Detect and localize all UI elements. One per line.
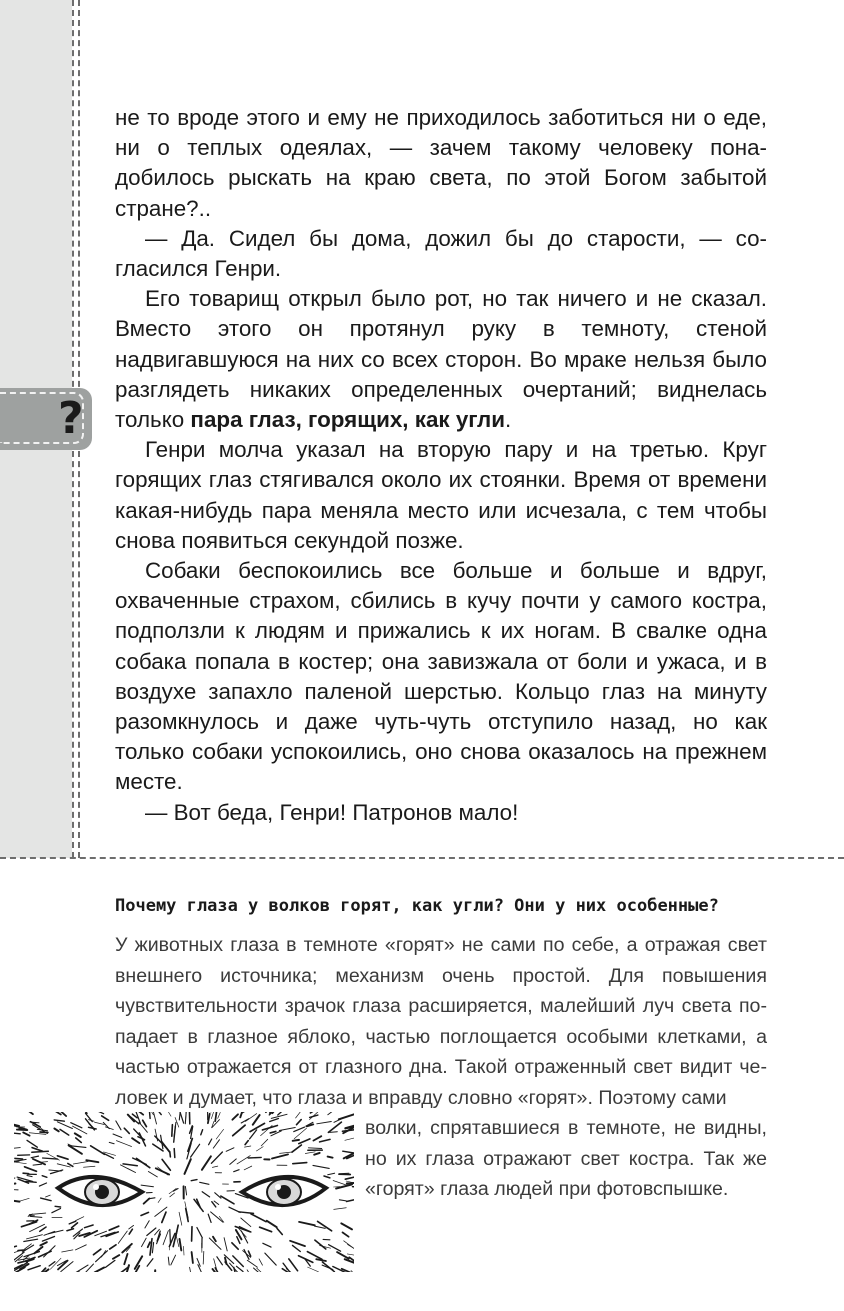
fur-stroke (14, 1184, 15, 1185)
fur-stroke (192, 1252, 193, 1263)
fur-stroke (148, 1172, 157, 1177)
fur-stroke (90, 1112, 103, 1114)
fur-stroke (109, 1142, 114, 1143)
fur-stroke (23, 1173, 29, 1174)
fur-stroke (73, 1162, 88, 1165)
fur-stroke (211, 1112, 214, 1119)
story-paragraph-1: не то вроде этого и ему не приходилось заботиться ни о еде, ни о теплых одеялах, — зачем такому человеку понадобилось рыскать на краю света, по этой Богом забытой стране?.. (115, 105, 767, 221)
fur-stroke (168, 1257, 169, 1265)
fur-stroke (23, 1132, 29, 1135)
fur-stroke (197, 1228, 202, 1238)
fur-stroke (339, 1200, 346, 1201)
fur-stroke (54, 1129, 58, 1132)
fur-stroke (40, 1227, 46, 1231)
fur-stroke (162, 1159, 170, 1170)
fur-stroke (147, 1259, 153, 1267)
fur-stroke (41, 1198, 52, 1201)
fur-stroke (237, 1156, 250, 1164)
fur-stroke (82, 1112, 87, 1113)
info-box-text: У животных глаза в темноте «горят» не сами по себе, а отражая свет внешнего источника; механизм очень простой. Для повышения чувствительности зрачок глаза расширяется, малейший луч света попадает в глазное яблоко, частью поглощается особыми клетками, а частью отражается от глазного дна. Такой отраженный свет видит человек и думает, что глаза и вправду словно «горят». Поэтому сами (115, 934, 767, 1109)
fur-stroke (169, 1188, 176, 1193)
fur-stroke (109, 1226, 119, 1230)
fur-stroke (76, 1245, 87, 1250)
fur-stroke (134, 1129, 144, 1140)
fur-stroke (270, 1119, 279, 1122)
fur-stroke (15, 1158, 23, 1159)
fur-stroke (14, 1132, 20, 1134)
fur-stroke (33, 1164, 41, 1165)
fur-stroke (69, 1221, 76, 1224)
fur-stroke (353, 1187, 355, 1188)
fur-stroke (155, 1129, 158, 1141)
fur-stroke (185, 1187, 186, 1196)
fur-stroke (26, 1181, 36, 1182)
fur-stroke (251, 1214, 266, 1222)
story-paragraph-3-end: . (505, 407, 512, 433)
fur-stroke (308, 1148, 321, 1149)
fur-stroke (230, 1159, 237, 1165)
fur-stroke (174, 1149, 175, 1158)
fur-stroke (200, 1182, 209, 1184)
fur-stroke (226, 1148, 234, 1152)
fur-stroke (293, 1163, 307, 1164)
fur-stroke (324, 1176, 330, 1178)
fur-stroke (60, 1129, 69, 1135)
fur-stroke (31, 1156, 38, 1158)
fur-stroke (345, 1176, 354, 1180)
fur-stroke (261, 1139, 268, 1146)
fur-stroke (85, 1264, 94, 1272)
fur-stroke (113, 1134, 122, 1138)
fur-stroke (271, 1114, 287, 1118)
fur-stroke (339, 1114, 354, 1119)
fur-stroke (310, 1112, 322, 1113)
fur-stroke (57, 1156, 68, 1159)
fur-stroke (85, 1225, 94, 1228)
fur-stroke (42, 1237, 54, 1242)
fur-stroke (299, 1222, 315, 1225)
fur-stroke (153, 1112, 157, 1124)
fur-stroke (209, 1139, 212, 1145)
fur-stroke (171, 1255, 176, 1265)
fur-stroke (315, 1240, 326, 1249)
fur-stroke (170, 1152, 171, 1157)
fur-stroke (348, 1244, 355, 1248)
fur-stroke (94, 1249, 101, 1255)
fur-stroke (314, 1153, 319, 1155)
fur-stroke (184, 1246, 185, 1255)
fur-stroke (265, 1253, 276, 1265)
fur-stroke (351, 1271, 354, 1272)
fur-stroke (180, 1239, 182, 1250)
fur-stroke (203, 1251, 204, 1264)
fur-stroke (158, 1198, 161, 1203)
fur-stroke (289, 1259, 298, 1271)
fur-stroke (190, 1267, 193, 1272)
fur-stroke (185, 1159, 191, 1174)
fur-stroke (277, 1228, 282, 1234)
fur-stroke (308, 1267, 319, 1272)
fur-stroke (54, 1120, 64, 1121)
fur-stroke (122, 1244, 132, 1253)
fur-stroke (95, 1268, 104, 1273)
fur-stroke (123, 1164, 137, 1166)
fur-stroke (213, 1140, 219, 1148)
fur-stroke (221, 1196, 234, 1204)
fur-stroke (14, 1200, 20, 1201)
fur-stroke (272, 1154, 288, 1158)
story-paragraph-5: Собаки беспокоились все больше и больше и вдруг, охваченные страхом, сбились в кучу почти у самого костра, подползли к людям и прижались к их ногам. В свалке одна собака попала в костер; она завизжала от боли и ужаса, и в воздухе запахло паленой шерстью. Кольцо глаз на минуту разомкнулось и даже чуть-чуть отступило назад, но как только собаки успокоились, оно снова оказалось на прежнем месте. (115, 558, 767, 795)
fur-stroke (215, 1193, 221, 1199)
fur-stroke (144, 1198, 150, 1203)
fur-stroke (260, 1227, 272, 1232)
fur-stroke (152, 1243, 153, 1253)
fur-stroke (72, 1223, 78, 1228)
fur-stroke (46, 1195, 51, 1197)
fur-stroke (55, 1206, 61, 1207)
highlighted-phrase: пара глаз, горящих, как угли (190, 407, 506, 433)
fur-stroke (19, 1198, 29, 1201)
fur-stroke (44, 1246, 56, 1257)
fur-stroke (256, 1147, 263, 1151)
fur-stroke (124, 1128, 129, 1133)
fur-stroke (57, 1122, 72, 1129)
fur-stroke (320, 1139, 330, 1142)
fur-stroke (102, 1116, 109, 1120)
fur-stroke (14, 1246, 16, 1251)
fur-stroke (216, 1129, 223, 1139)
fur-stroke (145, 1221, 149, 1228)
story-paragraph-4: Генри молча указал на вторую пару и на третью. Круг горящих глаз стягивался около их стоянки. Время от времени какая-нибудь пара меняла место или исчезала, с тем чтобы снова появиться секундой позже. (115, 437, 767, 553)
fur-stroke (113, 1255, 119, 1259)
fur-stroke (62, 1250, 73, 1252)
info-box-heading: Почему глаза у волков горят, как угли? Они у них особенные? (115, 896, 719, 916)
fur-stroke (67, 1229, 74, 1231)
fur-stroke (142, 1238, 147, 1247)
fur-stroke (30, 1216, 42, 1217)
fur-stroke (105, 1127, 113, 1130)
fur-stroke (116, 1141, 131, 1147)
fur-stroke (247, 1270, 250, 1272)
fur-stroke (84, 1166, 96, 1167)
fur-stroke (248, 1157, 261, 1158)
fur-stroke (201, 1130, 203, 1135)
fur-stroke (341, 1223, 352, 1229)
fur-stroke (233, 1125, 245, 1136)
fur-stroke (76, 1138, 82, 1143)
fur-stroke (333, 1181, 348, 1186)
fur-stroke (39, 1183, 46, 1186)
fur-stroke (198, 1265, 205, 1272)
fur-stroke (14, 1178, 15, 1181)
fur-stroke (317, 1122, 332, 1124)
fur-stroke (24, 1239, 38, 1241)
fur-stroke (232, 1243, 238, 1249)
fur-stroke (234, 1170, 239, 1172)
fur-stroke (129, 1225, 134, 1229)
fur-stroke (211, 1152, 222, 1163)
fur-stroke (68, 1163, 73, 1166)
fur-stroke (14, 1189, 18, 1190)
fur-stroke (132, 1114, 137, 1118)
fur-stroke (307, 1252, 322, 1260)
fur-stroke (313, 1165, 329, 1168)
fur-stroke (343, 1232, 349, 1236)
right-wolf-eye (242, 1177, 326, 1205)
fur-stroke (28, 1266, 40, 1270)
fur-stroke (168, 1112, 171, 1116)
fur-stroke (294, 1128, 306, 1138)
fur-stroke (328, 1157, 333, 1158)
fur-stroke (347, 1254, 354, 1256)
fur-stroke (328, 1122, 341, 1132)
fur-stroke (215, 1268, 223, 1272)
fur-stroke (103, 1153, 114, 1158)
fur-stroke (225, 1262, 232, 1270)
fur-stroke (208, 1214, 211, 1222)
fur-stroke (211, 1212, 223, 1222)
fur-stroke (296, 1112, 302, 1118)
fur-stroke (137, 1158, 150, 1167)
fur-stroke (247, 1260, 257, 1267)
fur-stroke (233, 1256, 244, 1267)
fur-stroke (345, 1138, 354, 1141)
fur-stroke (347, 1183, 354, 1184)
fur-stroke (116, 1121, 121, 1130)
fur-stroke (305, 1152, 315, 1154)
fur-stroke (342, 1130, 354, 1132)
fur-stroke (224, 1238, 227, 1251)
fur-stroke (86, 1160, 98, 1162)
fur-stroke (318, 1221, 332, 1230)
fur-stroke (293, 1245, 301, 1251)
fur-stroke (292, 1145, 302, 1152)
fur-stroke (149, 1112, 150, 1118)
fur-stroke (27, 1140, 37, 1147)
fur-stroke (253, 1115, 260, 1125)
fur-stroke (202, 1156, 211, 1170)
fur-stroke (330, 1132, 338, 1133)
fur-stroke (124, 1254, 127, 1264)
fur-stroke (40, 1162, 47, 1163)
left-wolf-eye (58, 1177, 142, 1205)
fur-stroke (297, 1120, 302, 1125)
fur-stroke (14, 1251, 19, 1256)
fur-stroke (141, 1185, 153, 1187)
fur-stroke (14, 1148, 20, 1149)
fur-stroke (346, 1181, 353, 1182)
fur-stroke (24, 1252, 39, 1257)
fur-stroke (242, 1112, 248, 1113)
fur-stroke (267, 1221, 277, 1227)
fur-stroke (213, 1237, 216, 1242)
fur-stroke (141, 1212, 149, 1215)
story-text (115, 103, 767, 828)
fur-stroke (328, 1112, 337, 1115)
fur-stroke (153, 1144, 163, 1151)
fur-stroke (42, 1176, 47, 1178)
section-divider-dashed (0, 857, 844, 859)
fur-stroke (241, 1119, 249, 1123)
fur-stroke (328, 1173, 335, 1175)
fur-stroke (191, 1180, 197, 1181)
fur-stroke (313, 1136, 321, 1140)
fur-stroke (215, 1112, 217, 1121)
fur-stroke (347, 1200, 354, 1202)
info-box-text-continued: волки, спрятавшиеся в темноте, не видны, но их глаза отражают свет костра. Так же «горят» глаза людей при фотовспышке. (365, 1117, 767, 1200)
fur-stroke (239, 1212, 254, 1214)
fur-stroke (154, 1112, 161, 1115)
fur-stroke (172, 1125, 173, 1137)
fur-stroke (27, 1176, 32, 1177)
fur-stroke (237, 1266, 244, 1271)
fur-stroke (27, 1235, 43, 1239)
fur-stroke (202, 1192, 209, 1197)
fur-stroke (212, 1202, 216, 1207)
fur-stroke (191, 1144, 200, 1157)
fur-stroke (150, 1239, 152, 1255)
fur-stroke (299, 1139, 310, 1144)
fur-stroke (132, 1138, 139, 1143)
fur-stroke (32, 1148, 42, 1152)
fur-stroke (245, 1141, 248, 1145)
question-mark-icon: ? (58, 393, 84, 444)
fur-stroke (76, 1217, 84, 1221)
fur-stroke (75, 1133, 81, 1137)
story-paragraph-3 (115, 284, 767, 435)
fur-stroke (143, 1120, 147, 1126)
fur-stroke (278, 1112, 282, 1115)
fur-stroke (75, 1265, 88, 1272)
fur-stroke (129, 1229, 132, 1234)
fur-stroke (32, 1151, 49, 1152)
fur-stroke (148, 1242, 150, 1247)
fur-stroke (52, 1209, 61, 1213)
fur-stroke (259, 1259, 262, 1265)
fur-stroke (217, 1257, 223, 1265)
fur-stroke (54, 1112, 61, 1115)
fur-stroke (337, 1252, 349, 1259)
fur-stroke (343, 1151, 354, 1153)
fur-stroke (170, 1193, 175, 1197)
fur-stroke (212, 1166, 217, 1167)
fur-stroke (156, 1168, 169, 1174)
fur-stroke (121, 1165, 136, 1173)
fur-stroke (40, 1242, 46, 1245)
fur-stroke (49, 1230, 63, 1234)
wolf-eyes-illustration (14, 1112, 354, 1272)
fur-stroke (270, 1131, 276, 1133)
fur-stroke (163, 1231, 168, 1245)
fur-stroke (27, 1112, 33, 1114)
fur-stroke (241, 1218, 251, 1227)
fur-stroke (118, 1231, 127, 1243)
fur-stroke (280, 1152, 292, 1153)
fur-stroke (162, 1212, 166, 1222)
fur-stroke (293, 1140, 299, 1141)
fur-stroke (263, 1243, 271, 1247)
fur-stroke (334, 1208, 346, 1210)
story-paragraph-3-start: Его товарищ открыл было рот, но так ничего и не сказал. Вместо этого он протянул руку в темноту, стеной надвигавшуюся на них со всех сторон. Во мраке нельзя было разглядеть никаких определенных очертаний; виднелась только (115, 286, 767, 433)
story-paragraph-6: — Вот беда, Генри! Патронов мало! (145, 799, 519, 825)
fur-stroke (279, 1128, 295, 1131)
fur-stroke (241, 1231, 247, 1243)
story-paragraph-2: — Да. Сидел бы дома, дожил бы до старости, — согласился Генри. (115, 225, 767, 282)
fur-stroke (110, 1245, 116, 1249)
fur-stroke (179, 1212, 182, 1225)
fur-stroke (95, 1122, 105, 1124)
fur-stroke (218, 1112, 221, 1118)
fur-stroke (245, 1146, 251, 1147)
fur-stroke (244, 1166, 252, 1170)
fur-stroke (214, 1201, 219, 1205)
fur-stroke (232, 1114, 238, 1119)
fur-stroke (229, 1207, 240, 1212)
fur-stroke (25, 1167, 37, 1172)
fur-stroke (106, 1260, 115, 1267)
fur-stroke (71, 1123, 82, 1128)
